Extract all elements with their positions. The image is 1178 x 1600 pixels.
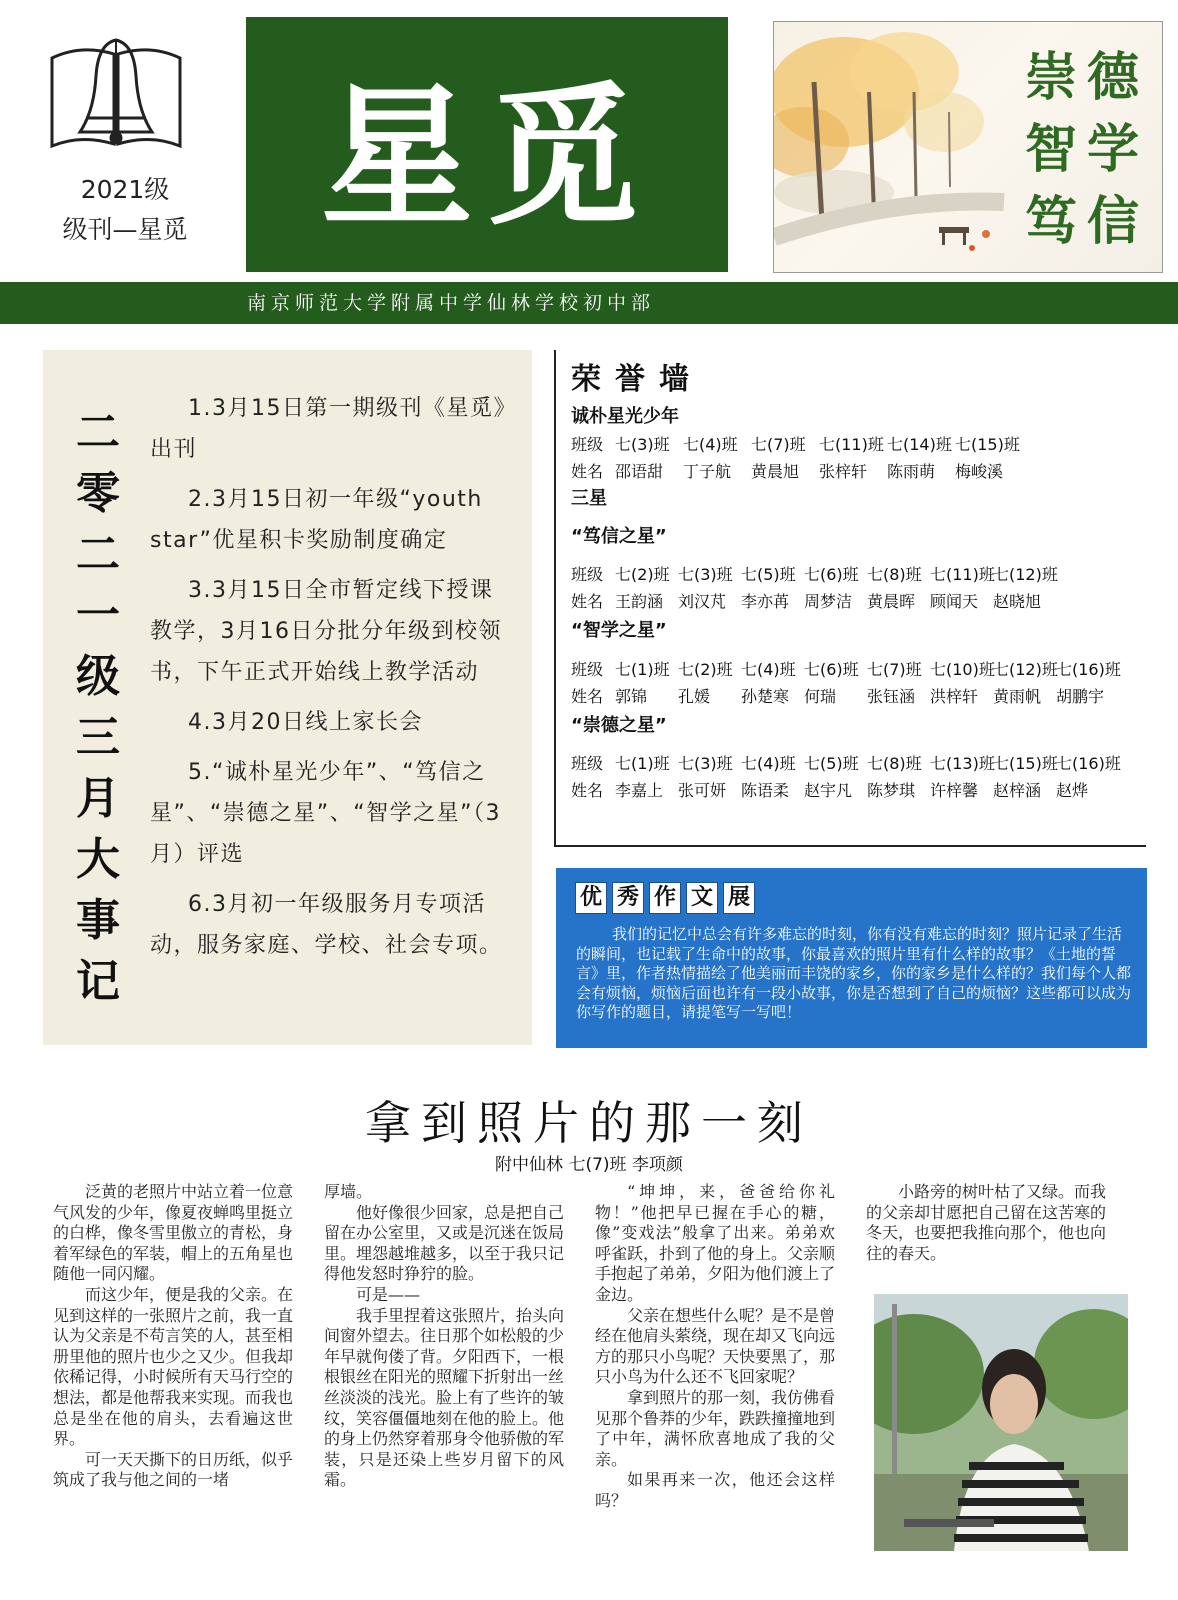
honor-section-heading: 诚朴星光少年 xyxy=(571,406,679,427)
title-char: 二 xyxy=(76,407,120,458)
class-cell: 七(1)班 xyxy=(615,754,670,773)
student-name: 王韵涵 xyxy=(615,592,664,611)
class-cell: 七(14)班 xyxy=(887,435,952,454)
honor-class-row xyxy=(571,751,1119,774)
class-cell: 七(6)班 xyxy=(804,660,859,679)
event-item: 3.3月15日全市暂定线下授课教学，3月16日分批分年级到校领书，下午正式开始线上教学活动 xyxy=(150,578,502,685)
class-cell: 七(3)班 xyxy=(615,435,670,454)
paragraph: 泛黄的老照片中站立着一位意气风发的少年，像夏夜蝉鸣里挺立的白桦，像冬雪里傲立的青松，身着军绿色的军装，帽上的五角星也随他一同闪耀。 xyxy=(53,1182,294,1284)
author-photo-image xyxy=(874,1294,1128,1551)
book-bell-logo-icon xyxy=(46,36,186,156)
masthead-title: 星觅 xyxy=(321,66,653,246)
title-char: 二 xyxy=(76,529,120,580)
motto-char: 信 xyxy=(1086,190,1139,252)
honor-section-heading: “智学之星” xyxy=(571,620,667,641)
class-cell: 七(5)班 xyxy=(741,565,796,584)
student-name: 赵晓旭 xyxy=(993,592,1042,611)
class-cell: 七(12)班 xyxy=(993,565,1058,584)
row-label: 姓名 xyxy=(571,687,604,706)
honor-name-row xyxy=(571,459,1023,482)
masthead xyxy=(246,17,728,272)
title-char: 月 xyxy=(76,773,120,824)
honor-section-heading: 三星 xyxy=(571,488,607,509)
paragraph: 如果再来一次，他还会这样吗？ xyxy=(595,1470,835,1510)
article-column-3 xyxy=(595,1182,835,1512)
class-cell: 七(15)班 xyxy=(955,435,1020,454)
events-vertical-title xyxy=(73,402,123,1012)
article-column-2 xyxy=(324,1182,564,1491)
student-name: 赵梓涵 xyxy=(993,781,1042,800)
student-name: 刘汉芃 xyxy=(678,592,727,611)
events-panel xyxy=(43,350,532,1045)
tag-char: 优 xyxy=(575,882,607,914)
honor-section-heading: “笃信之星” xyxy=(571,526,667,547)
article-byline: 附中仙林 七(7)班 李项颜 xyxy=(495,1155,683,1175)
paragraph: 他好像很少回家，总是把自己留在办公室里，又或是沉迷在饭局里。埋怨越堆越多，以至于我只记得他发怒时狰狞的脸。 xyxy=(324,1202,565,1284)
student-name: 李嘉上 xyxy=(615,781,664,800)
class-cell: 七(4)班 xyxy=(683,435,738,454)
publication-line: 级刊—星觅 xyxy=(62,215,188,244)
student-name: 张可妍 xyxy=(678,781,727,800)
class-cell: 七(6)班 xyxy=(804,565,859,584)
class-cell: 七(7)班 xyxy=(751,435,806,454)
article-title: 拿到照片的那一刻 xyxy=(365,1096,813,1150)
student-name: 何瑞 xyxy=(804,687,837,706)
tag-char: 文 xyxy=(686,882,718,914)
student-name: 许梓馨 xyxy=(930,781,979,800)
essay-showcase xyxy=(556,868,1147,1048)
event-item: 5.“诚朴星光少年”、“笃信之星”、“崇德之星”、“智学之星”（3月）评选 xyxy=(150,760,501,867)
row-label: 班级 xyxy=(571,754,604,773)
honor-name-row xyxy=(571,684,1119,707)
class-cell: 七(8)班 xyxy=(867,754,922,773)
student-name: 郭锦 xyxy=(615,687,648,706)
class-cell: 七(2)班 xyxy=(678,660,733,679)
class-cell: 七(16)班 xyxy=(1056,660,1121,679)
class-cell: 七(15)班 xyxy=(993,754,1058,773)
showcase-text: 我们的记忆中总会有许多难忘的时刻，你有没有难忘的时刻？照片记录了生活的瞬间，也记载了生命中的故事，你最喜欢的照片里有什么样的故事？《土地的誓言》里，作者热情描绘了他美丽而丰饶的家乡，你的家乡是什么样的？我们每个人都会有烦恼，烦恼后面也许有一段小故事，你是否想到了自己的烦恼？这些都可以成为你写作的题目，请提笔写一写吧！ xyxy=(576,925,1132,1021)
student-name: 黄晨旭 xyxy=(751,462,800,481)
row-label: 班级 xyxy=(571,435,604,454)
row-label: 姓名 xyxy=(571,781,604,800)
class-cell: 七(5)班 xyxy=(804,754,859,773)
student-name: 胡鹏宇 xyxy=(1056,687,1105,706)
student-name: 张梓轩 xyxy=(819,462,868,481)
title-char: 记 xyxy=(76,956,120,1007)
class-cell: 七(12)班 xyxy=(993,660,1058,679)
honor-class-row xyxy=(571,562,1056,585)
student-name: 孔媛 xyxy=(678,687,711,706)
event-item: 2.3月15日初一年级“youth star”优星积卡奖励制度确定 xyxy=(150,487,483,553)
title-char: 三 xyxy=(76,712,120,763)
class-cell: 七(11)班 xyxy=(819,435,884,454)
student-name: 邵语甜 xyxy=(615,462,664,481)
paragraph: 我手里捏着这张照片，抬头向间窗外望去。往日那个如松般的少年早就佝偻了背。夕阳西下，一根根银丝在阳光的照耀下折射出一丝丝淡淡的浅光。脸上有了些许的皱纹，笑容僵僵地刻在他的脸上。他的身上仍然穿着那身令他骄傲的军装，只是还染上些岁月留下的风霜。 xyxy=(324,1305,565,1490)
paragraph: 厚墙。 xyxy=(324,1182,373,1201)
paragraph: 可是—— xyxy=(356,1284,421,1304)
student-name: 周梦洁 xyxy=(804,592,853,611)
class-cell: 七(3)班 xyxy=(678,754,733,773)
class-cell: 七(11)班 xyxy=(930,565,995,584)
student-name: 赵宇凡 xyxy=(804,781,853,800)
issue-info xyxy=(30,170,220,250)
event-item: 1.3月15日第一期级刊《星觅》出刊 xyxy=(150,396,506,462)
school-band xyxy=(0,282,1178,324)
school-name: 南京师范大学附属中学仙林学校初中部 xyxy=(247,292,656,314)
student-name: 丁子航 xyxy=(683,462,732,481)
class-cell: 七(1)班 xyxy=(615,660,670,679)
paragraph: 拿到照片的那一刻，我仿佛看见那个鲁莽的少年，跌跌撞撞地到了中年，满怀欣喜地成了我的父亲。 xyxy=(595,1387,836,1469)
tag-char: 展 xyxy=(723,882,755,914)
row-label: 班级 xyxy=(571,565,604,584)
honor-section-heading: “崇德之星” xyxy=(571,715,667,736)
student-name: 李亦苒 xyxy=(741,592,790,611)
title-char: 事 xyxy=(76,895,120,946)
student-name: 黄雨帆 xyxy=(993,687,1042,706)
title-char: 级 xyxy=(76,651,120,702)
article-column-4 xyxy=(866,1182,1106,1264)
honor-class-row xyxy=(571,432,1023,455)
article-column-1 xyxy=(53,1182,293,1491)
title-char: 一 xyxy=(76,590,120,641)
student-name: 洪梓轩 xyxy=(930,687,979,706)
class-cell: 七(8)班 xyxy=(867,565,922,584)
events-list xyxy=(150,388,510,975)
student-name: 梅峻溪 xyxy=(955,462,1004,481)
class-cell: 七(2)班 xyxy=(615,565,670,584)
event-item: 6.3月初一年级服务月专项活动，服务家庭、学校、社会专项。 xyxy=(150,892,503,958)
paragraph: 父亲在想些什么呢？是不是曾经在他肩头萦绕，现在却又飞向远方的那只小鸟呢？天快要黑了，那只小鸟为什么还不飞回家呢？ xyxy=(595,1305,836,1387)
tag-char: 秀 xyxy=(612,882,644,914)
student-name: 张钰涵 xyxy=(867,687,916,706)
motto-char: 智 xyxy=(1024,118,1077,180)
title-char: 大 xyxy=(76,834,120,885)
class-cell: 七(4)班 xyxy=(741,660,796,679)
motto-char: 学 xyxy=(1086,118,1139,180)
student-name: 孙楚寒 xyxy=(741,687,790,706)
grade-line: 2021级 xyxy=(80,175,170,204)
class-cell: 七(3)班 xyxy=(678,565,733,584)
student-name: 赵烨 xyxy=(1056,781,1089,800)
class-cell: 七(13)班 xyxy=(930,754,995,773)
honor-wall xyxy=(554,350,1146,847)
honor-name-row xyxy=(571,778,1119,801)
event-item: 4.3月20日线上家长会 xyxy=(188,710,423,735)
student-name: 陈雨萌 xyxy=(887,462,936,481)
class-cell: 七(10)班 xyxy=(930,660,995,679)
class-cell: 七(16)班 xyxy=(1056,754,1121,773)
tag-char: 作 xyxy=(649,882,681,914)
student-name: 陈梦琪 xyxy=(867,781,916,800)
row-label: 班级 xyxy=(571,660,604,679)
motto-char: 笃 xyxy=(1024,190,1077,252)
honor-name-row xyxy=(571,589,1056,612)
class-cell: 七(7)班 xyxy=(867,660,922,679)
student-name: 黄晨晖 xyxy=(867,592,916,611)
author-photo xyxy=(874,1294,1128,1551)
student-name: 顾闻天 xyxy=(930,592,979,611)
motto-char: 德 xyxy=(1086,46,1139,108)
honor-class-row xyxy=(571,657,1119,680)
motto-char: 崇 xyxy=(1024,46,1077,108)
paragraph: 而这少年，便是我的父亲。在见到这样的一张照片之前，我一直认为父亲是不苟言笑的人，甚至相册里他的照片也少之又少。但我却依稀记得，小时候所有天马行空的想法，都是他帮我来实现。而我也总是坐在他的肩头，去看遍这世界。 xyxy=(53,1284,294,1449)
row-label: 姓名 xyxy=(571,592,604,611)
paragraph: 小路旁的树叶枯了又绿。而我的父亲却甘愿把自己留在这苦寒的冬天，也要把我推向那个，他也向往的春天。 xyxy=(866,1182,1107,1263)
paragraph: 可一天天撕下的日历纸，似乎筑成了我与他之间的一堵 xyxy=(53,1449,294,1490)
motto-text xyxy=(1020,36,1144,252)
showcase-tag xyxy=(575,882,755,914)
honor-wall-title: 荣誉墙 xyxy=(571,362,703,397)
motto-panel xyxy=(773,21,1163,273)
title-char: 零 xyxy=(76,468,120,519)
paragraph: “坤坤，来，爸爸给你礼物！”他把早已握在手心的糖，像”变戏法”般拿了出来。弟弟欢呼雀跃，扑到了他的身上。父亲顺手抱起了弟弟，夕阳为他们渡上了金边。 xyxy=(595,1182,836,1304)
row-label: 姓名 xyxy=(571,462,604,481)
class-cell: 七(4)班 xyxy=(741,754,796,773)
student-name: 陈语柔 xyxy=(741,781,790,800)
